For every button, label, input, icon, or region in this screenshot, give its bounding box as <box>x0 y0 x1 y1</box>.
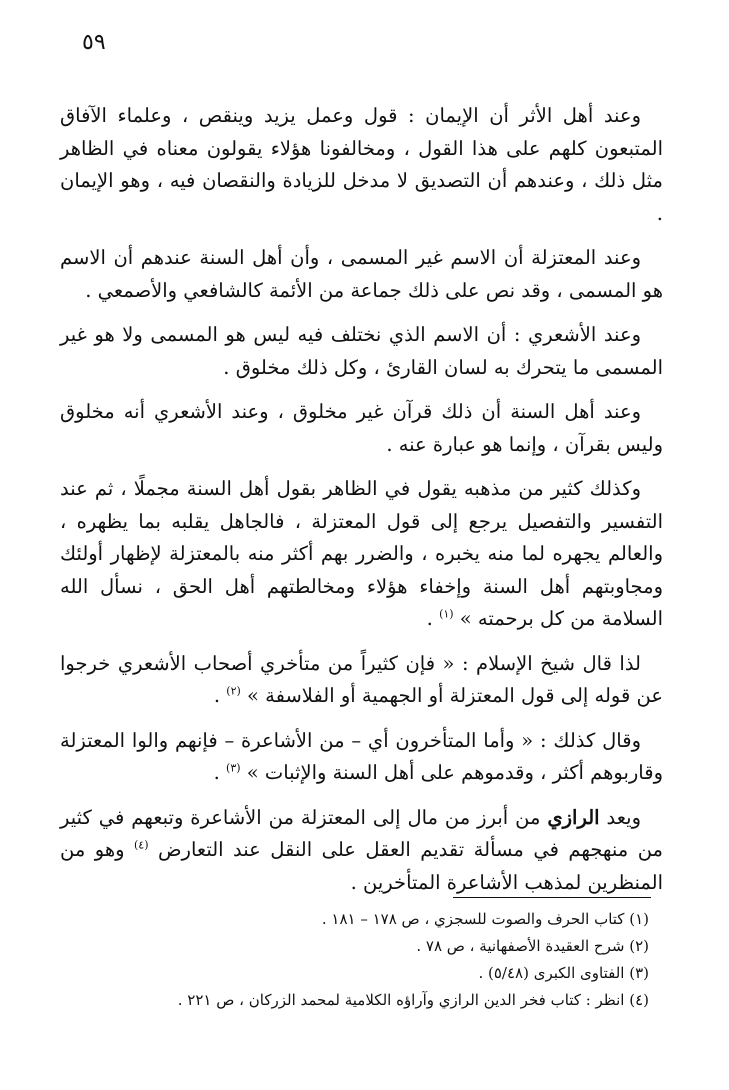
paragraph-razi <box>60 802 663 900</box>
paragraph-tail: . <box>213 761 227 784</box>
footnote-2: (٢) شرح العقيدة الأصفهانية ، ص ٧٨ . <box>416 937 649 955</box>
footnote-ref-1[interactable]: (١) <box>439 607 454 621</box>
paragraph-lead: ويعد <box>599 805 641 829</box>
paragraph-madhhab <box>60 473 663 636</box>
footnotes <box>60 906 649 1014</box>
footnote-ref-4[interactable]: (٤) <box>134 838 149 852</box>
paragraph-text: من أبرز من مال إلى المعتزلة من الأشاعرة وتبعهم في كثير من منهجهم في مسألة تقديم العقل على النقل عند التعارض <box>60 805 663 861</box>
paragraph-tail: وهو من المنظرين لمذهب الأشاعرة المتأخرين . <box>60 838 663 894</box>
paragraph-text: وقال كذلك : « وأما المتأخرون أي – من الأشاعرة – فإنهم والوا المعتزلة وقاربوهم أكثر ، وقدموهم على أهل السنة والإثبات » <box>60 728 663 784</box>
paragraph-ashari-name: وعند الأشعري : أن الاسم الذي نختلف فيه ليس هو المسمى ولا هو غير المسمى ما يتحرك به لسان القارئ ، وكل ذلك مخلوق . <box>60 323 663 379</box>
paragraph-text: لذا قال شيخ الإسلام : « فإن كثيراً من متأخري أصحاب الأشعري خرجوا عن قوله إلى قول المعتزلة أو الجهمية أو الفلاسفة » <box>60 651 663 707</box>
footnote-divider <box>453 897 651 898</box>
footnote-1: (١) كتاب الحرف والصوت للسجزي ، ص ١٧٨ – ١٨١ . <box>321 910 649 928</box>
footnote-ref-3[interactable]: (٣) <box>226 761 241 775</box>
paragraph-tail: . <box>213 684 227 707</box>
paragraph-name-named: وعند المعتزلة أن الاسم غير المسمى ، وأن أهل السنة عندهم أن الاسم هو المسمى ، وقد نص على ذلك جماعة من الأئمة كالشافعي والأصمعي . <box>60 246 663 302</box>
footnote-4: (٤) انظر : كتاب فخر الدين الرازي وآراؤه الكلامية لمحمد الزركان ، ص ٢٢١ . <box>177 991 649 1009</box>
paragraph-text: وكذلك كثير من مذهبه يقول في الظاهر بقول أهل السنة مجملًا ، ثم عند التفسير والتفصيل يرجع إلى قول المعتزلة ، فالجاهل يقلبه بما يظهره ، والعالم يجهره لما منه يخبره ، والضرر بهم أكثر منه بالمعتزلة لإظهار أولئك ومجاوبتهم أهل السنة وإخفاء هؤلاء ومخالطتهم أهل الحق ، نسأل الله السلامة من كل برحمته » <box>60 477 663 630</box>
footnote-3: (٣) الفتاوى الكبرى (٥/٤٨) . <box>478 964 649 982</box>
paragraph-faith: وعند أهل الأثر أن الإيمان : قول وعمل يزيد وينقص ، وعلماء الآفاق المتبعون كلهم على هذا القول ، ومخالفونا هؤلاء يقولون معناه في الظاهر مثل ذلك ، وعندهم أن التصديق لا مدخل للزيادة والنقصان فيه ، وهو الإيمان . <box>60 104 663 225</box>
name-razi: الرازي <box>547 805 600 829</box>
paragraph-tail: . <box>426 607 440 630</box>
page-number: ٥٩ <box>82 30 106 55</box>
body-text <box>60 100 663 911</box>
footnote-ref-2[interactable]: (٢) <box>226 684 241 698</box>
paragraph-shaykh-islam <box>60 648 663 713</box>
paragraph-mutaakhkhirun <box>60 725 663 790</box>
paragraph-quran: وعند أهل السنة أن ذلك قرآن غير مخلوق ، وعند الأشعري أنه مخلوق وليس بقرآن ، وإنما هو عبارة عنه . <box>60 400 663 456</box>
